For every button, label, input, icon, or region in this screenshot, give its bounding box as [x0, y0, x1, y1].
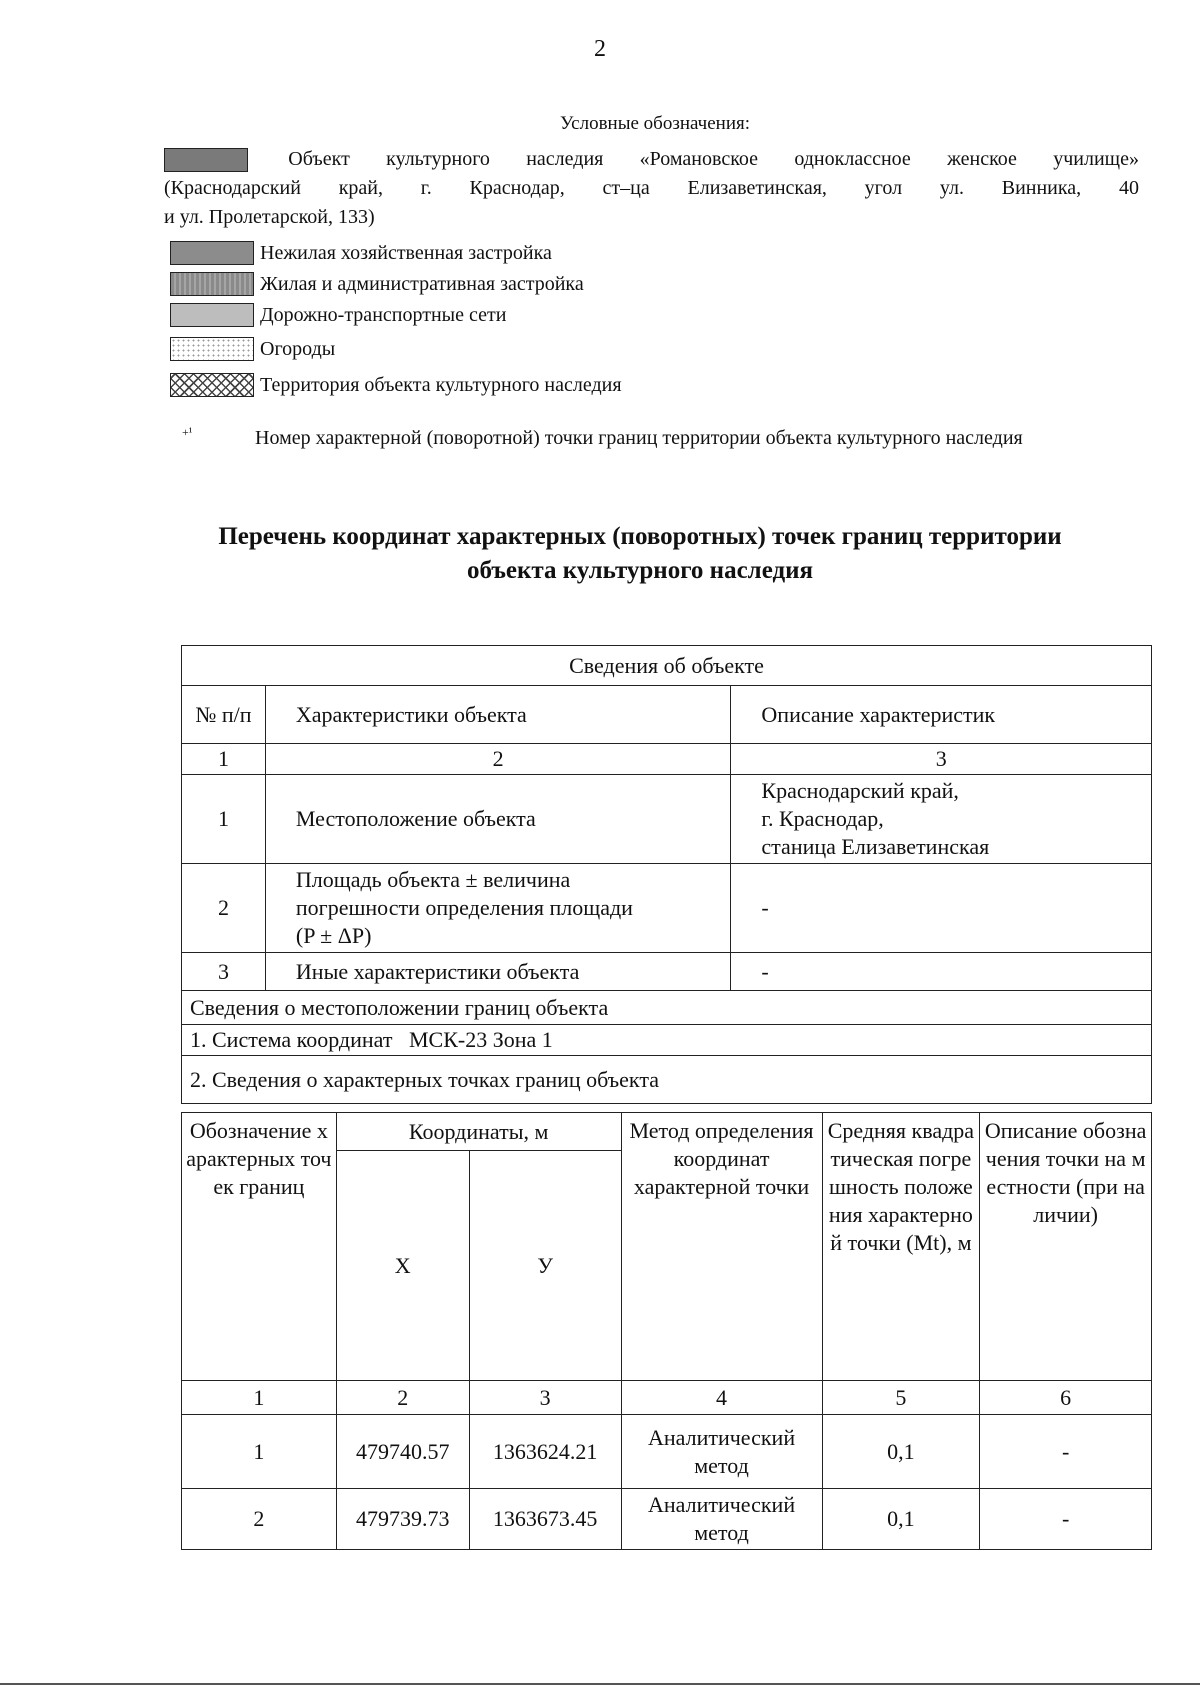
header-num: № п/п — [182, 686, 266, 744]
road-network-swatch-icon — [170, 303, 254, 327]
point-description: - — [980, 1415, 1152, 1489]
header-coordinates: Координаты, м — [336, 1113, 621, 1151]
legend-main-line3: и ул. Пролетарской, 133) — [164, 206, 375, 228]
coordinates-table — [181, 1112, 1152, 1550]
legend-item-residential — [170, 272, 584, 296]
index-cell: 2 — [336, 1381, 469, 1415]
table-row — [182, 953, 1152, 991]
row-characteristic — [265, 864, 731, 953]
legend-item-nonresidential — [170, 241, 552, 265]
point-method: Аналитический метод — [621, 1489, 822, 1550]
legend-item-gardens — [170, 337, 335, 361]
header-designation: Обозначение характерных точек границ — [182, 1113, 337, 1381]
index-cell: 2 — [265, 744, 731, 775]
legend-point-label: Номер характерной (поворотной) точки границ территории объекта культурного наследия — [255, 427, 1023, 449]
characteristic-line: (P ± ΔP) — [295, 923, 372, 948]
page-number: 2 — [594, 36, 606, 62]
legend-word: Краснодар, — [469, 177, 565, 199]
point-error: 0,1 — [822, 1415, 980, 1489]
legend-word: ул. — [939, 177, 964, 199]
legend-word: (Краснодарский — [164, 177, 301, 199]
legend-title: Условные обозначения: — [559, 113, 751, 134]
section-location: Сведения о местоположении границ объекта — [182, 991, 1152, 1025]
legend-word: Елизаветинская, — [687, 177, 827, 199]
legend-main-line1 — [164, 145, 1139, 174]
index-cell: 6 — [980, 1381, 1152, 1415]
legend-item-label: Дорожно-транспортные сети — [260, 303, 507, 326]
legend-word: Объект — [288, 148, 350, 170]
legend-item-label: Жилая и административная застройка — [260, 272, 584, 295]
legend-point-marker — [182, 427, 1023, 450]
index-cell: 4 — [621, 1381, 822, 1415]
header-description: Описание обозначения точки на местности (при наличии) — [980, 1113, 1152, 1381]
characteristic-line: Площадь объекта ± величина — [295, 867, 571, 892]
residential-building-swatch-icon — [170, 272, 254, 296]
index-cell: 1 — [182, 1381, 337, 1415]
index-cell: 5 — [822, 1381, 980, 1415]
gardens-swatch-icon — [170, 337, 254, 361]
legend-item-roads — [170, 303, 506, 327]
header-y: У — [469, 1151, 621, 1381]
legend-word: угол — [864, 177, 903, 199]
legend-word: «Романовское — [639, 148, 759, 170]
coord-x: 479739.73 — [336, 1489, 469, 1550]
row-characteristic: Местоположение объекта — [265, 775, 731, 864]
table-row — [182, 1489, 1152, 1550]
header-error: Средняя квадратическая погрешность положения характерной точки (Mt), м — [822, 1113, 980, 1381]
legend-word: г. — [420, 177, 432, 199]
legend-word: одноклассное — [794, 148, 911, 170]
table-row — [182, 864, 1152, 953]
row-description: - — [731, 864, 1152, 953]
object-info-table — [181, 645, 1152, 1104]
table-row — [182, 775, 1152, 864]
row-description: - — [731, 953, 1152, 991]
legend-word: училище» — [1053, 148, 1139, 170]
table-row — [182, 1415, 1152, 1489]
description-line: Краснодарский край, — [761, 778, 959, 803]
table-title: Сведения об объекте — [182, 646, 1152, 686]
heading-line2: объекта культурного наследия — [466, 557, 814, 584]
legend-word: культурного — [386, 148, 490, 170]
coord-y: 1363624.21 — [469, 1415, 621, 1489]
point-error: 0,1 — [822, 1489, 980, 1550]
header-characteristic: Характеристики объекта — [265, 686, 731, 744]
legend-word: ст–ца — [602, 177, 650, 199]
legend-word: Винника, — [1001, 177, 1082, 199]
point-number: 1 — [182, 1415, 337, 1489]
characteristic-line: погрешности определения площади — [295, 895, 633, 920]
legend-item-label: Огороды — [260, 337, 336, 360]
legend-main-line2 — [164, 174, 1139, 203]
point-number: 2 — [182, 1489, 337, 1550]
header-method: Метод определения координат характерной точки — [621, 1113, 822, 1381]
description-line: станица Елизаветинская — [761, 834, 990, 859]
heritage-object-swatch-icon — [164, 148, 248, 172]
header-description: Описание характеристик — [731, 686, 1152, 744]
section-coord-system: 1. Система координат МСК-23 Зона 1 — [182, 1025, 1152, 1056]
coord-y: 1363673.45 — [469, 1489, 621, 1550]
coord-x: 479740.57 — [336, 1415, 469, 1489]
legend-main-object — [164, 145, 1139, 232]
bottom-rule — [0, 1683, 1200, 1685]
legend-word: женское — [947, 148, 1017, 170]
section-points: 2. Сведения о характерных точках границ объекта — [182, 1056, 1152, 1104]
row-characteristic: Иные характеристики объекта — [265, 953, 731, 991]
point-description: - — [980, 1489, 1152, 1550]
point-method: Аналитический метод — [621, 1415, 822, 1489]
row-num: 1 — [182, 775, 266, 864]
legend-item-heritage-territory — [170, 373, 622, 397]
legend-word: 40 — [1118, 177, 1139, 199]
description-line: г. Краснодар, — [761, 806, 884, 831]
heading-line1: Перечень координат характерных (поворотных) точек границ территории — [218, 523, 1062, 550]
nonresidential-building-swatch-icon — [170, 241, 254, 265]
legend-word: край, — [338, 177, 383, 199]
legend-word: наследия — [526, 148, 604, 170]
heritage-territory-swatch-icon — [170, 373, 254, 397]
legend-item-label: Нежилая хозяйственная застройка — [260, 241, 552, 264]
index-cell: 3 — [469, 1381, 621, 1415]
legend-item-label: Территория объекта культурного наследия — [260, 373, 622, 396]
turning-point-marker-icon: +¹ — [182, 425, 193, 439]
row-num: 2 — [182, 864, 266, 953]
header-x: Х — [336, 1151, 469, 1381]
page-heading — [150, 520, 1130, 588]
index-cell: 1 — [182, 744, 266, 775]
index-cell: 3 — [731, 744, 1152, 775]
row-description — [731, 775, 1152, 864]
row-num: 3 — [182, 953, 266, 991]
